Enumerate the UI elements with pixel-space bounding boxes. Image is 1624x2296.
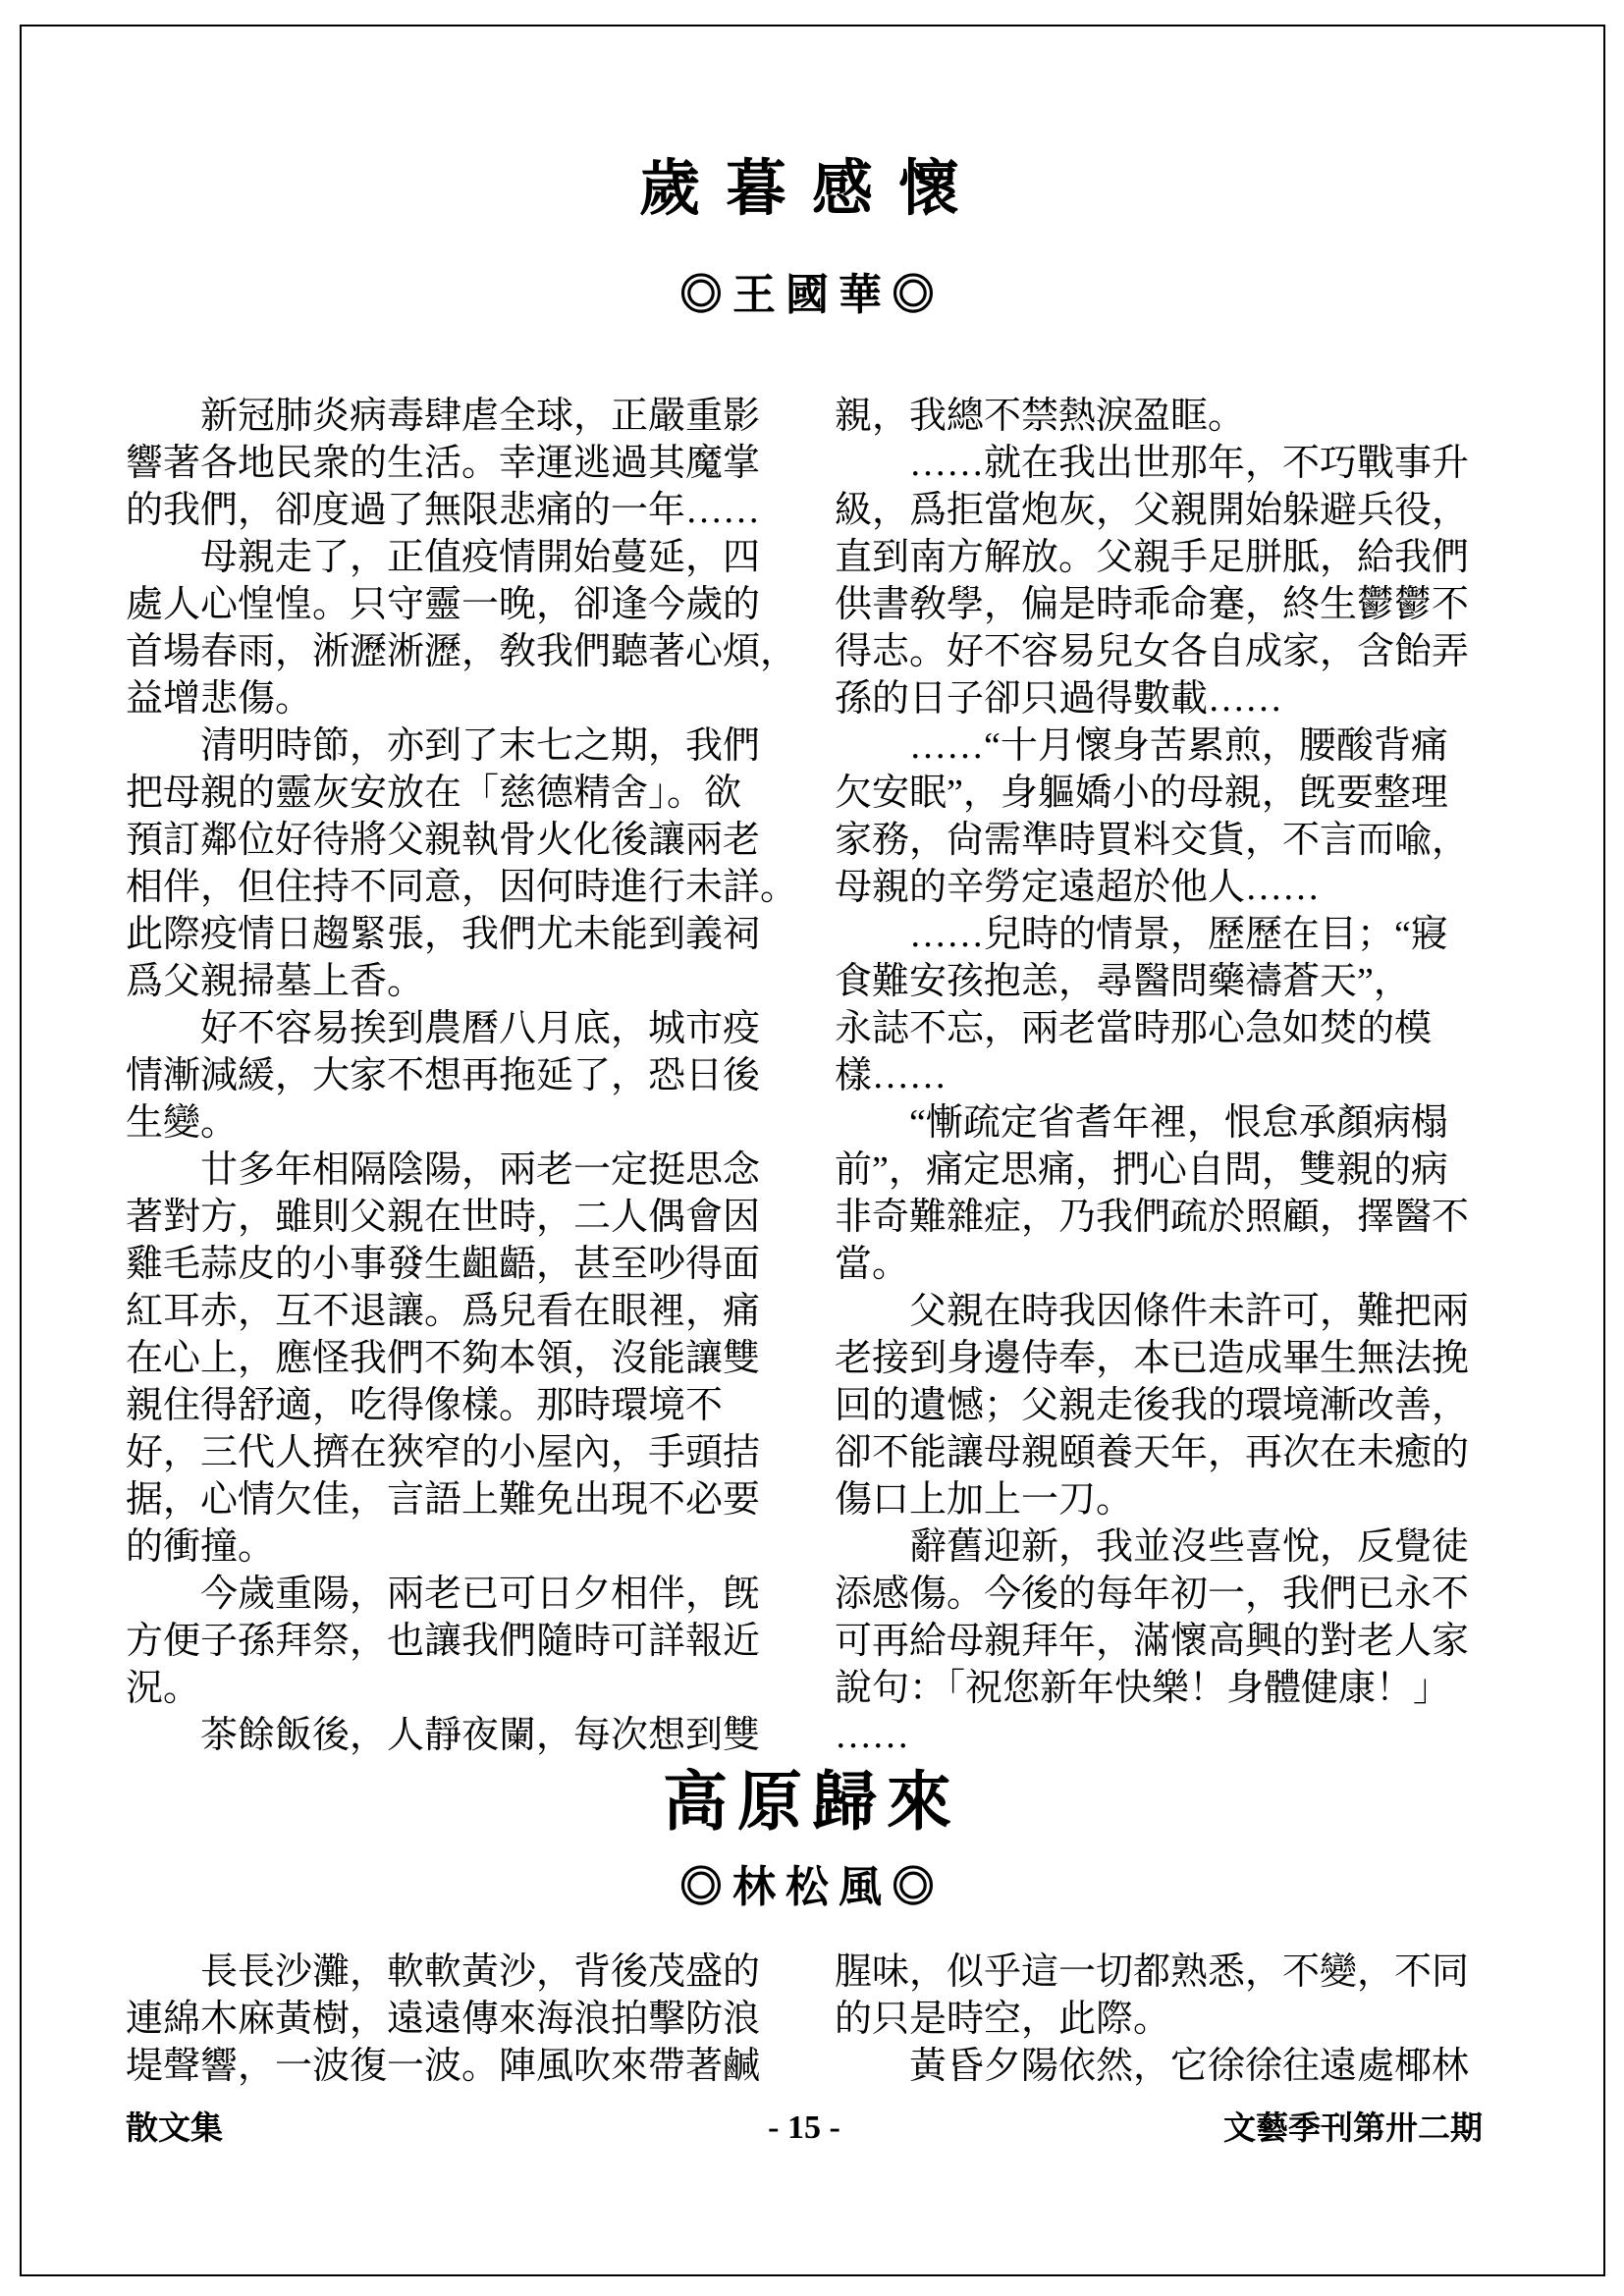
- text-line: 的只是時空，此際。: [835, 1999, 1171, 2040]
- text-line: 据，心情欠佳，言語上難免出現不必要: [126, 1479, 761, 1521]
- text-line: 親，我總不禁熱淚盈眶。: [835, 396, 1246, 437]
- text-line: 此際疫情日趨緊張，我們尤未能到義祠: [126, 914, 761, 955]
- text-line: 親住得舒適，吃得像樣。那時環境不: [126, 1385, 724, 1426]
- article1-body: [126, 393, 1483, 1759]
- text-line: 連綿木麻黃樹，遠遠傳來海浪拍擊防浪: [126, 1999, 761, 2040]
- text-line: 永誌不忘，兩老當時那心急如焚的模: [835, 1008, 1433, 1049]
- text-line: 當。: [835, 1244, 910, 1285]
- text-line: 前”，痛定思痛，捫心自問，雙親的病: [835, 1149, 1448, 1191]
- text-line: 級，爲拒當炮灰，父親開始躲避兵役，: [835, 490, 1470, 531]
- text-line: 父親在時我因條件未許可，難把兩: [835, 1291, 1470, 1332]
- text-line: 添感傷。今後的每年初一，我們已永不: [835, 1574, 1470, 1615]
- text-line: 腥味，似乎這一切都熟悉，不變，不同: [835, 1951, 1470, 1993]
- text-line: 生變。: [126, 1102, 239, 1144]
- text-line: 廿多年相隔陰陽，兩老一定挺思念: [126, 1149, 761, 1191]
- article2-left-column: [126, 1949, 774, 2090]
- text-line: 說句：「祝您新年快樂！身體健康！」: [835, 1668, 1451, 1709]
- text-line: 非奇難雜症，乃我們疏於照顧，擇醫不: [835, 1197, 1470, 1238]
- text-line: 辭舊迎新，我並沒些喜悅，反覺徒: [835, 1526, 1470, 1568]
- text-line: 家務，尙需準時買料交貨，不言而喩，: [835, 820, 1470, 861]
- footer-issue-label: 文藝季刊第卅二期: [1223, 2109, 1483, 2146]
- text-line: 新冠肺炎病毒肆虐全球，正嚴重影: [126, 396, 761, 437]
- article1-author: ◎王國華◎: [679, 271, 945, 319]
- text-line: 處人心惶惶。只守靈一晚，卻逢今歲的: [126, 584, 761, 625]
- text-line: 雞毛蒜皮的小事發生齟齬，甚至吵得面: [126, 1244, 761, 1285]
- text-line: 方便子孫拜祭，也讓我們隨時可詳報近: [126, 1621, 761, 1662]
- article2-author: ◎林松風◎: [679, 1863, 945, 1911]
- text-line: 相伴，但住持不同意，因何時進行未詳。: [126, 867, 798, 908]
- article1-title: 歲暮感懷: [638, 156, 985, 223]
- text-line: 情漸減緩，大家不想再拖延了，恐日後: [126, 1055, 761, 1096]
- text-line: 清明時節，亦到了末七之期，我們: [126, 725, 761, 767]
- text-line: 樣……: [835, 1055, 947, 1096]
- text-line: 今歲重陽，兩老已可日夕相伴，旣: [126, 1574, 761, 1615]
- article2-title: 高原歸來: [663, 1767, 961, 1839]
- text-line: 直到南方解放。父親手足胼胝，給我們: [835, 537, 1470, 578]
- article2-body: [126, 1949, 1483, 2090]
- text-line: 的我們，卻度過了無限悲痛的一年……: [126, 490, 761, 531]
- text-line: 茶餘飯後，人靜夜闌，每次想到雙: [126, 1715, 761, 1756]
- text-line: ……就在我出世那年，不巧戰事升: [835, 443, 1470, 484]
- text-line: 卻不能讓母親頤養天年，再次在未癒的: [835, 1432, 1470, 1473]
- text-line: 母親走了，正值疫情開始蔓延，四: [126, 537, 761, 578]
- text-line: 母親的辛勞定遠超於他人……: [835, 867, 1321, 908]
- text-line: 紅耳赤，互不退讓。爲兒看在眼裡，痛: [126, 1291, 761, 1332]
- text-line: 的衝撞。: [126, 1526, 276, 1568]
- article2-right-column: [835, 1949, 1483, 2090]
- text-line: 供書敎學，偏是時乖命蹇，終生鬱鬱不: [835, 584, 1470, 625]
- text-line: 老接到身邊侍奉，本已造成畢生無法挽: [835, 1338, 1470, 1379]
- text-line: 得志。好不容易兒女各自成家，含飴弄: [835, 631, 1470, 672]
- text-line: 回的遺憾；父親走後我的環境漸改善，: [835, 1385, 1470, 1426]
- text-line: 長長沙灘，軟軟黃沙，背後茂盛的: [126, 1951, 761, 1993]
- text-line: 欠安眠”，身軀嬌小的母親，旣要整理: [835, 773, 1448, 814]
- text-line: 可再給母親拜年，滿懷高興的對老人家: [835, 1621, 1470, 1662]
- article1-right-column: [835, 393, 1483, 1759]
- text-line: 黃昏夕陽依然，它徐徐往遠處椰林: [835, 2046, 1470, 2087]
- text-line: ……: [835, 1715, 909, 1756]
- text-line: 況。: [126, 1668, 201, 1709]
- text-line: 益增悲傷。: [126, 678, 313, 720]
- text-line: 在心上，應怪我們不夠本領，沒能讓雙: [126, 1338, 761, 1379]
- text-line: ……“十月懷身苦累煎，腰酸背痛: [835, 725, 1448, 767]
- text-line: 堤聲響，一波復一波。陣風吹來帶著鹹: [126, 2046, 761, 2087]
- text-line: 爲父親掃墓上香。: [126, 961, 425, 1002]
- text-line: 響著各地民衆的生活。幸運逃過其魔掌: [126, 443, 761, 484]
- page-number: - 15 -: [768, 2109, 840, 2146]
- text-line: 首場春雨，淅瀝淅瀝，敎我們聽著心煩，: [126, 631, 798, 672]
- text-line: 好不容易挨到農曆八月底，城市疫: [126, 1008, 761, 1049]
- article1-left-column: [126, 393, 798, 1759]
- text-line: 著對方，雖則父親在世時，二人偶會因: [126, 1197, 761, 1238]
- text-line: 傷口上加上一刀。: [835, 1479, 1134, 1521]
- text-line: 把母親的靈灰安放在「慈德精舍」。欲: [126, 773, 742, 814]
- text-line: 預訂鄰位好待將父親執骨火化後讓兩老: [126, 820, 761, 861]
- text-line: 孫的日子卻只過得數載……: [835, 678, 1283, 720]
- text-line: 食難安孩抱恙，尋醫問藥禱蒼天”，: [835, 961, 1411, 1002]
- footer-section-label: 散文集: [126, 2109, 223, 2146]
- text-line: ……兒時的情景，歷歷在目；“寢: [835, 914, 1448, 955]
- text-line: “慚疏定省耆年裡，恨怠承顏病榻: [835, 1102, 1448, 1144]
- page-footer: [126, 2109, 1483, 2152]
- text-line: 好，三代人擠在狹窄的小屋內，手頭拮: [126, 1432, 761, 1473]
